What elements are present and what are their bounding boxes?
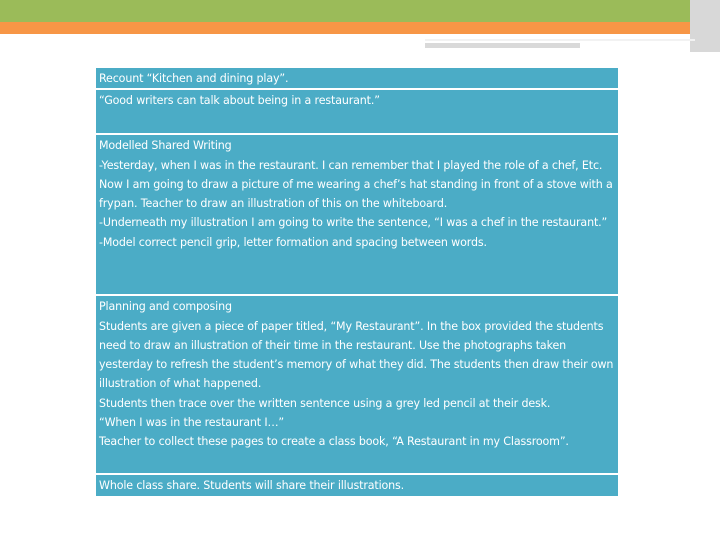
planning-paragraph-1: Students are given a piece of paper titled, “My Restaurant”. In the box provided the students need to draw an illustration of their time in the restaurant. Use the photographs taken yesterday to refresh the student’s memory of what they did. The students then draw their own illustration of what happened.: [99, 319, 614, 391]
title-rule-thin: [425, 39, 695, 41]
corner-grey-accent: [690, 0, 720, 52]
table-cell-recount: [95, 67, 619, 89]
table-cell-planning: [95, 295, 619, 474]
table-row-recount: [95, 67, 619, 89]
table-row-good-writers: [95, 89, 619, 134]
table-cell-whole-class: [95, 474, 619, 497]
modelled-writing-paragraph-1: -Yesterday, when I was in the restaurant. I can remember that I played the role of a chef, Etc. Now I am going to draw a picture of me wearing a chef’s hat standing in front of a stove with a frypan. Teacher to draw an illustration of this on the whiteboard.: [99, 158, 613, 211]
planning-paragraph-2: Students then trace over the written sentence using a grey led pencil at their desk.: [99, 396, 551, 410]
table-cell-modelled-writing: [95, 134, 619, 295]
lesson-table: [94, 66, 620, 498]
planning-paragraph-4: Teacher to collect these pages to create a class book, “A Restaurant in my Classroom”.: [99, 435, 569, 449]
recount-text: Recount “Kitchen and dining play”.: [99, 72, 289, 85]
table-row-planning: [95, 295, 619, 474]
modelled-writing-paragraph-2: -Underneath my illustration I am going to write the sentence, “I was a chef in the restaurant.”: [99, 216, 608, 230]
title-rule-thick: [425, 43, 580, 48]
planning-paragraph-3: “When I was in the restaurant I…”: [99, 416, 285, 430]
good-writers-text: “Good writers can talk about being in a restaurant.”: [99, 94, 380, 108]
planning-heading: Planning and composing: [99, 300, 232, 314]
table-cell-good-writers: [95, 89, 619, 134]
top-orange-band: [0, 22, 720, 34]
table-row-modelled-writing: [95, 134, 619, 295]
top-green-band: [0, 0, 720, 22]
modelled-writing-heading: Modelled Shared Writing: [99, 139, 232, 153]
table-row-whole-class: [95, 474, 619, 497]
modelled-writing-paragraph-3: -Model correct pencil grip, letter formation and spacing between words.: [99, 235, 487, 249]
whole-class-text: Whole class share. Students will share their illustrations.: [99, 479, 405, 493]
